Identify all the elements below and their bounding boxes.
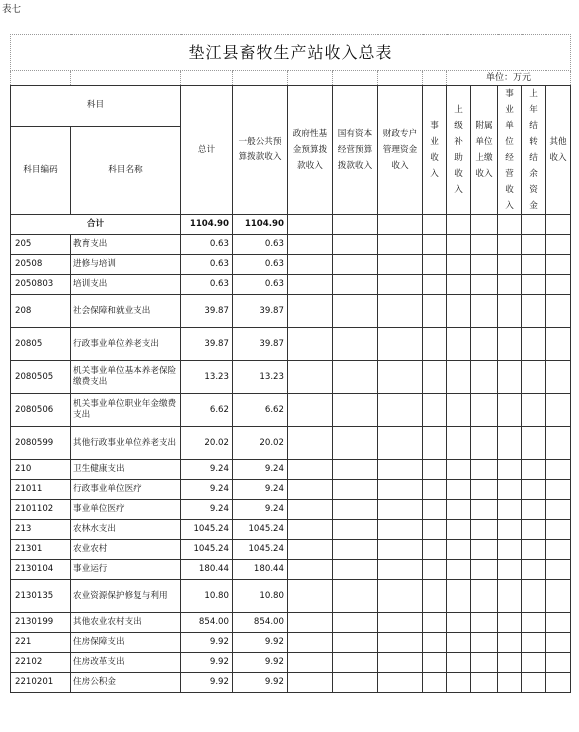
empty-cell (471, 394, 498, 427)
row-general: 9.24 (233, 500, 288, 520)
empty-cell (471, 653, 498, 673)
empty-cell (498, 500, 522, 520)
row-code: 2210201 (11, 673, 71, 693)
empty-cell (378, 540, 423, 560)
row-general: 0.63 (233, 275, 288, 295)
empty-cell (288, 460, 333, 480)
col-header: 一般公共预算拨款收入 (233, 86, 288, 215)
empty-cell (498, 480, 522, 500)
empty-cell (498, 295, 522, 328)
empty-cell (288, 235, 333, 255)
row-total: 0.63 (181, 275, 233, 295)
empty-cell (471, 500, 498, 520)
empty-cell (333, 580, 378, 613)
row-general: 10.80 (233, 580, 288, 613)
empty-cell (546, 653, 571, 673)
empty-cell (498, 520, 522, 540)
empty-cell (447, 653, 471, 673)
empty-cell (378, 633, 423, 653)
row-code: 21301 (11, 540, 71, 560)
empty-cell (447, 394, 471, 427)
row-general: 39.87 (233, 295, 288, 328)
empty-cell (447, 275, 471, 295)
empty-cell (423, 613, 447, 633)
empty-cell (423, 460, 447, 480)
empty-cell (288, 540, 333, 560)
row-general: 9.92 (233, 673, 288, 693)
empty-cell (333, 480, 378, 500)
row-general: 180.44 (233, 560, 288, 580)
empty-cell (471, 633, 498, 653)
empty-cell (498, 613, 522, 633)
empty-cell (471, 520, 498, 540)
empty-cell (522, 328, 546, 361)
empty-cell (546, 275, 571, 295)
empty-cell (288, 520, 333, 540)
empty-cell (546, 295, 571, 328)
empty-cell (423, 235, 447, 255)
row-total: 854.00 (181, 613, 233, 633)
table-row (11, 613, 571, 633)
row-general: 39.87 (233, 328, 288, 361)
empty-cell (378, 275, 423, 295)
empty-cell (288, 500, 333, 520)
row-general: 1045.24 (233, 520, 288, 540)
row-general: 13.23 (233, 361, 288, 394)
empty-cell (471, 255, 498, 275)
empty-cell (378, 480, 423, 500)
empty-cell (522, 427, 546, 460)
row-total: 39.87 (181, 328, 233, 361)
empty-cell (546, 633, 571, 653)
row-code: 2130104 (11, 560, 71, 580)
empty-cell (378, 328, 423, 361)
empty-cell (288, 480, 333, 500)
row-total: 9.92 (181, 653, 233, 673)
empty-cell (423, 653, 447, 673)
empty-cell (423, 255, 447, 275)
empty-cell (546, 328, 571, 361)
empty-cell (447, 328, 471, 361)
table-row (11, 275, 571, 295)
empty-cell (423, 540, 447, 560)
empty-cell (447, 613, 471, 633)
col-header: 政府性基金预算拨款收入 (288, 86, 333, 215)
row-total: 1045.24 (181, 540, 233, 560)
table-row (11, 500, 571, 520)
empty-cell (498, 361, 522, 394)
empty-cell (378, 394, 423, 427)
row-code: 2050803 (11, 275, 71, 295)
row-name: 农林水支出 (71, 520, 181, 540)
empty-cell (378, 653, 423, 673)
empty-cell (423, 520, 447, 540)
empty-cell (522, 275, 546, 295)
table-row (11, 460, 571, 480)
empty-cell (498, 580, 522, 613)
row-name: 住房公积金 (71, 673, 181, 693)
empty-cell (522, 653, 546, 673)
empty-cell (423, 560, 447, 580)
col-header: 上级补助收入 (447, 86, 471, 215)
row-name: 其他农业农村支出 (71, 613, 181, 633)
empty-cell (288, 427, 333, 460)
empty-cell (522, 633, 546, 653)
empty-cell (333, 540, 378, 560)
empty-cell (546, 500, 571, 520)
col-header: 附属单位上缴收入 (471, 86, 498, 215)
table-row (11, 394, 571, 427)
empty-cell (378, 427, 423, 460)
row-general: 9.24 (233, 480, 288, 500)
empty-cell (546, 361, 571, 394)
empty-cell (498, 460, 522, 480)
empty-cell (447, 633, 471, 653)
empty-cell (423, 633, 447, 653)
empty-cell (333, 255, 378, 275)
row-name: 行政事业单位养老支出 (71, 328, 181, 361)
empty-cell (522, 460, 546, 480)
empty-cell (522, 613, 546, 633)
empty-cell (423, 394, 447, 427)
empty-cell (333, 460, 378, 480)
total-label: 合计 (11, 215, 181, 235)
empty-cell (471, 613, 498, 633)
empty-cell (333, 235, 378, 255)
empty-cell (378, 673, 423, 693)
col-header: 其他收入 (546, 86, 571, 215)
table-row (11, 480, 571, 500)
unit-label: 单位：万元 (447, 71, 571, 86)
empty-cell (546, 255, 571, 275)
row-total: 10.80 (181, 580, 233, 613)
total-row (11, 215, 571, 235)
empty-cell (447, 673, 471, 693)
empty-cell (447, 520, 471, 540)
empty-cell (447, 361, 471, 394)
row-general: 0.63 (233, 235, 288, 255)
row-code: 213 (11, 520, 71, 540)
empty-cell (471, 560, 498, 580)
empty-cell (522, 394, 546, 427)
empty-cell (378, 255, 423, 275)
empty-cell (498, 275, 522, 295)
empty-cell (471, 295, 498, 328)
total-value: 1104.90 (181, 215, 233, 235)
row-name: 机关事业单位职业年金缴费支出 (71, 394, 181, 427)
col-header: 国有资本经营预算拨款收入 (333, 86, 378, 215)
empty-cell (471, 361, 498, 394)
empty-cell (288, 613, 333, 633)
table-row (11, 540, 571, 560)
table-row (11, 560, 571, 580)
empty-cell (333, 275, 378, 295)
row-total: 6.62 (181, 394, 233, 427)
empty-cell (423, 580, 447, 613)
empty-cell (423, 295, 447, 328)
row-code: 2080506 (11, 394, 71, 427)
empty-cell (288, 673, 333, 693)
empty-cell (471, 580, 498, 613)
empty-cell (423, 673, 447, 693)
empty-cell (288, 328, 333, 361)
empty-cell (378, 580, 423, 613)
empty-cell (333, 633, 378, 653)
row-code: 22102 (11, 653, 71, 673)
table-row (11, 427, 571, 460)
empty-cell (378, 520, 423, 540)
empty-cell (498, 235, 522, 255)
row-general: 1045.24 (233, 540, 288, 560)
empty-cell (498, 540, 522, 560)
empty-cell (498, 328, 522, 361)
empty-cell (498, 427, 522, 460)
empty-cell (333, 427, 378, 460)
row-total: 13.23 (181, 361, 233, 394)
empty-cell (288, 255, 333, 275)
row-code: 2101102 (11, 500, 71, 520)
empty-cell (546, 480, 571, 500)
row-total: 39.87 (181, 295, 233, 328)
row-name: 卫生健康支出 (71, 460, 181, 480)
table-row (11, 255, 571, 275)
empty-cell (546, 580, 571, 613)
empty-cell (333, 500, 378, 520)
row-code: 20508 (11, 255, 71, 275)
row-name: 社会保障和就业支出 (71, 295, 181, 328)
row-total: 0.63 (181, 235, 233, 255)
empty-cell (423, 500, 447, 520)
empty-cell (447, 500, 471, 520)
empty-cell (546, 560, 571, 580)
empty-cell (447, 427, 471, 460)
empty-cell (471, 427, 498, 460)
row-general: 854.00 (233, 613, 288, 633)
row-total: 1045.24 (181, 520, 233, 540)
empty-cell (447, 460, 471, 480)
empty-cell (522, 500, 546, 520)
col-header: 财政专户管理资金收入 (378, 86, 423, 215)
empty-cell (522, 361, 546, 394)
empty-cell (471, 275, 498, 295)
row-name: 事业运行 (71, 560, 181, 580)
row-code: 2130135 (11, 580, 71, 613)
empty-cell (333, 328, 378, 361)
row-total: 9.92 (181, 673, 233, 693)
row-code: 221 (11, 633, 71, 653)
row-general: 6.62 (233, 394, 288, 427)
row-total: 9.24 (181, 480, 233, 500)
subject-header: 科目 (11, 86, 181, 127)
empty-cell (447, 255, 471, 275)
empty-cell (288, 560, 333, 580)
empty-cell (546, 673, 571, 693)
empty-cell (333, 673, 378, 693)
empty-cell (546, 235, 571, 255)
col-header: 总计 (181, 86, 233, 215)
empty-cell (471, 235, 498, 255)
table-row (11, 520, 571, 540)
empty-cell (333, 394, 378, 427)
empty-cell (546, 427, 571, 460)
empty-cell (378, 500, 423, 520)
empty-cell (522, 673, 546, 693)
row-name: 农业资源保护修复与利用 (71, 580, 181, 613)
row-name: 机关事业单位基本养老保险缴费支出 (71, 361, 181, 394)
row-code: 205 (11, 235, 71, 255)
row-general: 0.63 (233, 255, 288, 275)
row-code: 2080505 (11, 361, 71, 394)
empty-cell (447, 235, 471, 255)
empty-cell (447, 560, 471, 580)
name-header: 科目名称 (71, 126, 181, 214)
row-code: 21011 (11, 480, 71, 500)
row-name: 行政事业单位医疗 (71, 480, 181, 500)
row-name: 农业农村 (71, 540, 181, 560)
empty-cell (423, 328, 447, 361)
row-code: 2080599 (11, 427, 71, 460)
row-code: 208 (11, 295, 71, 328)
row-code: 210 (11, 460, 71, 480)
empty-cell (546, 394, 571, 427)
empty-cell (522, 580, 546, 613)
empty-cell (471, 328, 498, 361)
income-summary-table (10, 34, 571, 693)
row-general: 20.02 (233, 427, 288, 460)
empty-cell (333, 613, 378, 633)
empty-cell (522, 540, 546, 560)
general-value: 1104.90 (233, 215, 288, 235)
empty-cell (447, 295, 471, 328)
row-total: 20.02 (181, 427, 233, 460)
row-total: 9.24 (181, 500, 233, 520)
row-name: 事业单位医疗 (71, 500, 181, 520)
code-header: 科目编码 (11, 126, 71, 214)
empty-cell (378, 235, 423, 255)
empty-cell (333, 361, 378, 394)
row-general: 9.24 (233, 460, 288, 480)
empty-cell (546, 460, 571, 480)
empty-cell (378, 560, 423, 580)
row-name: 进修与培训 (71, 255, 181, 275)
empty-cell (333, 295, 378, 328)
empty-cell (378, 613, 423, 633)
table-row (11, 633, 571, 653)
col-header: 上年结转结余资金 (522, 86, 546, 215)
empty-cell (498, 673, 522, 693)
empty-cell (498, 560, 522, 580)
empty-cell (522, 255, 546, 275)
table-row (11, 328, 571, 361)
empty-cell (471, 673, 498, 693)
row-name: 住房改革支出 (71, 653, 181, 673)
empty-cell (447, 480, 471, 500)
empty-cell (288, 394, 333, 427)
empty-cell (546, 520, 571, 540)
row-total: 9.92 (181, 633, 233, 653)
row-code: 20805 (11, 328, 71, 361)
empty-cell (288, 633, 333, 653)
empty-cell (498, 255, 522, 275)
empty-cell (522, 560, 546, 580)
empty-cell (522, 520, 546, 540)
row-total: 180.44 (181, 560, 233, 580)
empty-cell (471, 480, 498, 500)
row-general: 9.92 (233, 633, 288, 653)
table-row (11, 235, 571, 255)
empty-cell (288, 653, 333, 673)
empty-cell (423, 427, 447, 460)
row-total: 0.63 (181, 255, 233, 275)
empty-cell (423, 361, 447, 394)
empty-cell (498, 653, 522, 673)
table-row (11, 653, 571, 673)
empty-cell (378, 295, 423, 328)
table-title: 垫江县畜牧生产站收入总表 (11, 35, 571, 71)
empty-cell (288, 361, 333, 394)
empty-cell (333, 520, 378, 540)
empty-cell (546, 613, 571, 633)
col-header: 事业收入 (423, 86, 447, 215)
empty-cell (447, 540, 471, 560)
table-row (11, 580, 571, 613)
empty-cell (333, 560, 378, 580)
row-name: 住房保障支出 (71, 633, 181, 653)
empty-cell (522, 295, 546, 328)
empty-cell (471, 540, 498, 560)
row-total: 9.24 (181, 460, 233, 480)
table-number-label: 表七 (2, 4, 22, 15)
table-row (11, 295, 571, 328)
empty-cell (546, 540, 571, 560)
empty-cell (333, 653, 378, 673)
empty-cell (378, 361, 423, 394)
table-row (11, 361, 571, 394)
empty-cell (471, 460, 498, 480)
empty-cell (522, 480, 546, 500)
empty-cell (498, 633, 522, 653)
row-general: 9.92 (233, 653, 288, 673)
empty-cell (447, 580, 471, 613)
empty-cell (423, 275, 447, 295)
empty-cell (288, 295, 333, 328)
empty-cell (423, 480, 447, 500)
row-name: 教育支出 (71, 235, 181, 255)
col-header: 事业单位经营收入 (498, 86, 522, 215)
empty-cell (522, 235, 546, 255)
row-name: 培训支出 (71, 275, 181, 295)
empty-cell (288, 275, 333, 295)
row-name: 其他行政事业单位养老支出 (71, 427, 181, 460)
empty-cell (378, 460, 423, 480)
row-code: 2130199 (11, 613, 71, 633)
table-row (11, 673, 571, 693)
empty-cell (288, 580, 333, 613)
empty-cell (498, 394, 522, 427)
